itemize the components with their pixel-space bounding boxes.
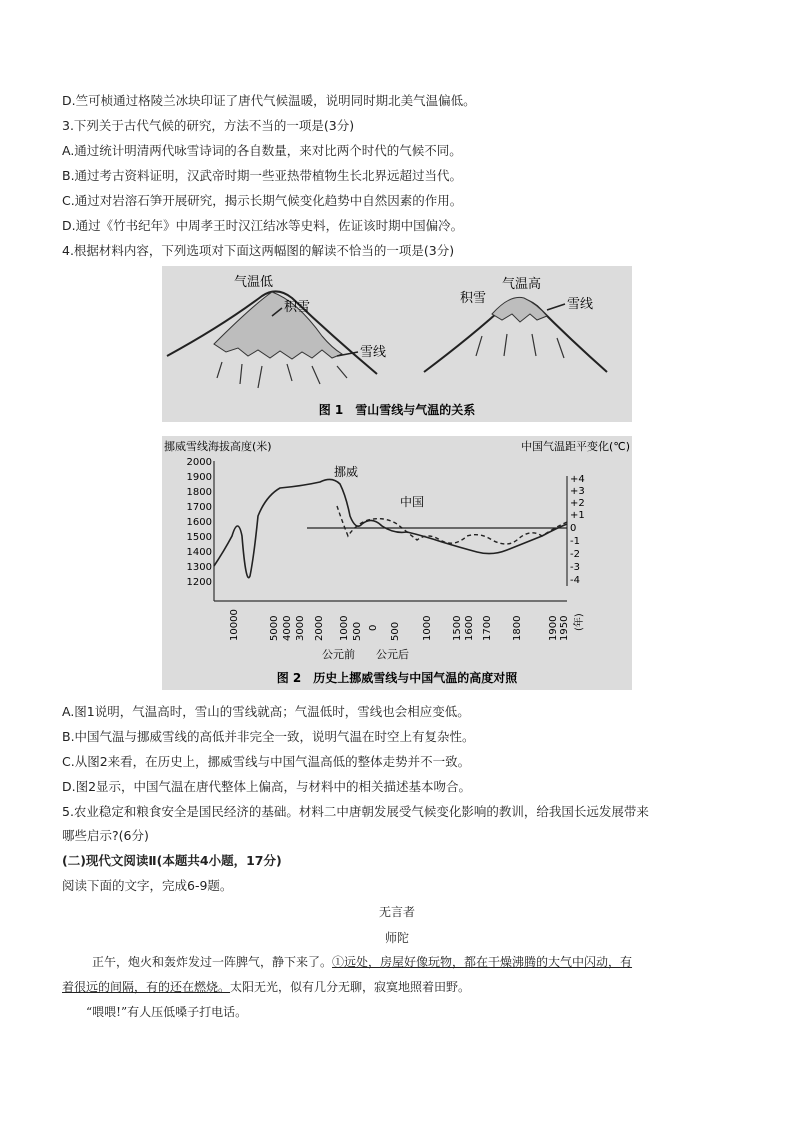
para1-text-a: 正午，炮火和轰炸发过一阵脾气，静下来了。 <box>92 955 333 969</box>
story-author: 师陀 <box>384 931 409 945</box>
fig1-right-snow-label: 积雪 <box>460 291 487 306</box>
left-tick: 1400 <box>186 547 212 558</box>
x-tick: 500 <box>352 621 363 641</box>
right-tick: -1 <box>570 536 580 547</box>
left-tick: 1800 <box>186 487 212 498</box>
q4-option-c: C.从图2来看，在历史上，挪威雪线与中国气温高低的整体走势并不一致。 <box>62 754 471 769</box>
question-5-line2: 哪些启示?(6分) <box>62 828 149 843</box>
right-tick: -2 <box>570 549 580 560</box>
left-tick: 1700 <box>186 502 212 513</box>
left-tick: 2000 <box>186 457 212 468</box>
right-tick: +2 <box>570 498 585 509</box>
x-tick: 1000 <box>339 615 350 641</box>
fig2-left-axis-title: 挪威雪线海拔高度(米) <box>164 440 272 453</box>
q4-option-d: D.图2显示，中国气温在唐代整体上偏高，与材料中的相关描述基本吻合。 <box>62 779 472 794</box>
fig2-caption: 图 2 历史上挪威雪线与中国气温的高度对照 <box>276 671 518 685</box>
section-instruction: 阅读下面的文字，完成6-9题。 <box>62 878 233 893</box>
figure-2 <box>162 436 632 690</box>
x-unit: (年) <box>574 613 585 631</box>
fig1-left-snow-label: 积雪 <box>284 300 311 315</box>
fig2-right-axis-title: 中国气温距平变化(℃) <box>521 440 630 453</box>
x-tick: 1500 <box>452 615 463 641</box>
left-tick: 1900 <box>186 472 212 483</box>
para1-underlined-2: 着很远的间隔，有的还在燃烧。 <box>62 980 231 994</box>
fig1-caption: 图 1 雪山雪线与气温的关系 <box>318 403 476 417</box>
q3-option-d: D.通过《竹书纪年》中周孝王时汉江结冰等史料，佐证该时期中国偏冷。 <box>62 218 464 233</box>
x-tick: 500 <box>390 621 401 641</box>
series-china-line <box>337 506 567 544</box>
right-tick: +4 <box>570 474 585 485</box>
ad-label: 公元后 <box>376 648 409 661</box>
left-tick: 1600 <box>186 517 212 528</box>
option-d-q2: D.竺可桢通过格陵兰冰块印证了唐代气候温暖，说明同时期北美气温偏低。 <box>62 93 476 108</box>
bc-label: 公元前 <box>322 648 355 661</box>
right-tick: 0 <box>570 523 577 534</box>
series-norway-label: 挪威 <box>334 465 359 479</box>
x-tick: 1900 <box>548 615 559 641</box>
story-title: 无言者 <box>378 905 415 919</box>
x-tick: 2000 <box>314 615 325 641</box>
para1-text-b: 太阳无光，似有几分无聊，寂寞地照着田野。 <box>230 980 471 994</box>
series-china-label: 中国 <box>400 495 425 509</box>
paragraph-1-line-1 <box>92 953 632 971</box>
para1-underlined-1: ①远处，房屋好像玩物，都在干燥沸腾的大气中闪动，有 <box>332 955 633 969</box>
q3-option-a: A.通过统计明清两代咏雪诗词的各自数量，来对比两个时代的气候不同。 <box>62 143 462 158</box>
x-tick: 5000 <box>269 615 280 641</box>
paragraph-2: “喂喂!”有人压低嗓子打电话。 <box>86 1005 248 1019</box>
q3-option-c: C.通过对岩溶石笋开展研究，揭示长期气候变化趋势中自然因素的作用。 <box>62 193 463 208</box>
q4-option-b: B.中国气温与挪威雪线的高低并非完全一致，说明气温在时空上有复杂性。 <box>62 729 475 744</box>
q3-option-b: B.通过考古资料证明，汉武帝时期一些亚热带植物生长北界远超过当代。 <box>62 168 463 183</box>
figure-1 <box>162 266 632 422</box>
question-3: 3.下列关于古代气候的研究，方法不当的一项是(3分) <box>62 118 355 133</box>
fig1-left-temp-label: 气温低 <box>234 275 274 290</box>
left-tick: 1300 <box>186 562 212 573</box>
x-tick: 10000 <box>229 609 240 641</box>
x-tick: 1000 <box>422 615 433 641</box>
question-4: 4.根据材料内容，下列选项对下面这两幅图的解读不恰当的一项是(3分) <box>62 243 455 258</box>
question-5-line1: 5.农业稳定和粮食安全是国民经济的基础。材料二中唐朝发展受气候变化影响的教训，给我国长远发展带来 <box>62 804 649 819</box>
q4-option-a: A.图1说明，气温高时，雪山的雪线就高；气温低时，雪线也会相应变低。 <box>62 704 470 719</box>
left-tick: 1200 <box>186 577 212 588</box>
right-snow-cap <box>492 297 547 322</box>
fig1-right-temp-label: 气温高 <box>502 277 542 292</box>
right-tick: +3 <box>570 486 585 497</box>
right-tick: +1 <box>570 510 585 521</box>
right-tick: -4 <box>570 575 580 586</box>
x-tick: 1800 <box>512 615 523 641</box>
x-tick: 1950 <box>559 615 570 641</box>
left-tick: 1500 <box>186 532 212 543</box>
fig1-left-line-label: 雪线 <box>360 345 387 360</box>
x-tick: 1600 <box>464 615 475 641</box>
x-tick: 4000 <box>282 615 293 641</box>
x-tick: 1700 <box>482 615 493 641</box>
right-tick: -3 <box>570 562 580 573</box>
section-title: (二)现代文阅读Ⅱ(本题共4小题，17分) <box>62 853 282 868</box>
fig1-right-line-label: 雪线 <box>567 297 594 312</box>
x-tick: 3000 <box>295 615 306 641</box>
paragraph-1-line-2 <box>62 978 470 996</box>
x-tick: 0 <box>368 624 379 631</box>
